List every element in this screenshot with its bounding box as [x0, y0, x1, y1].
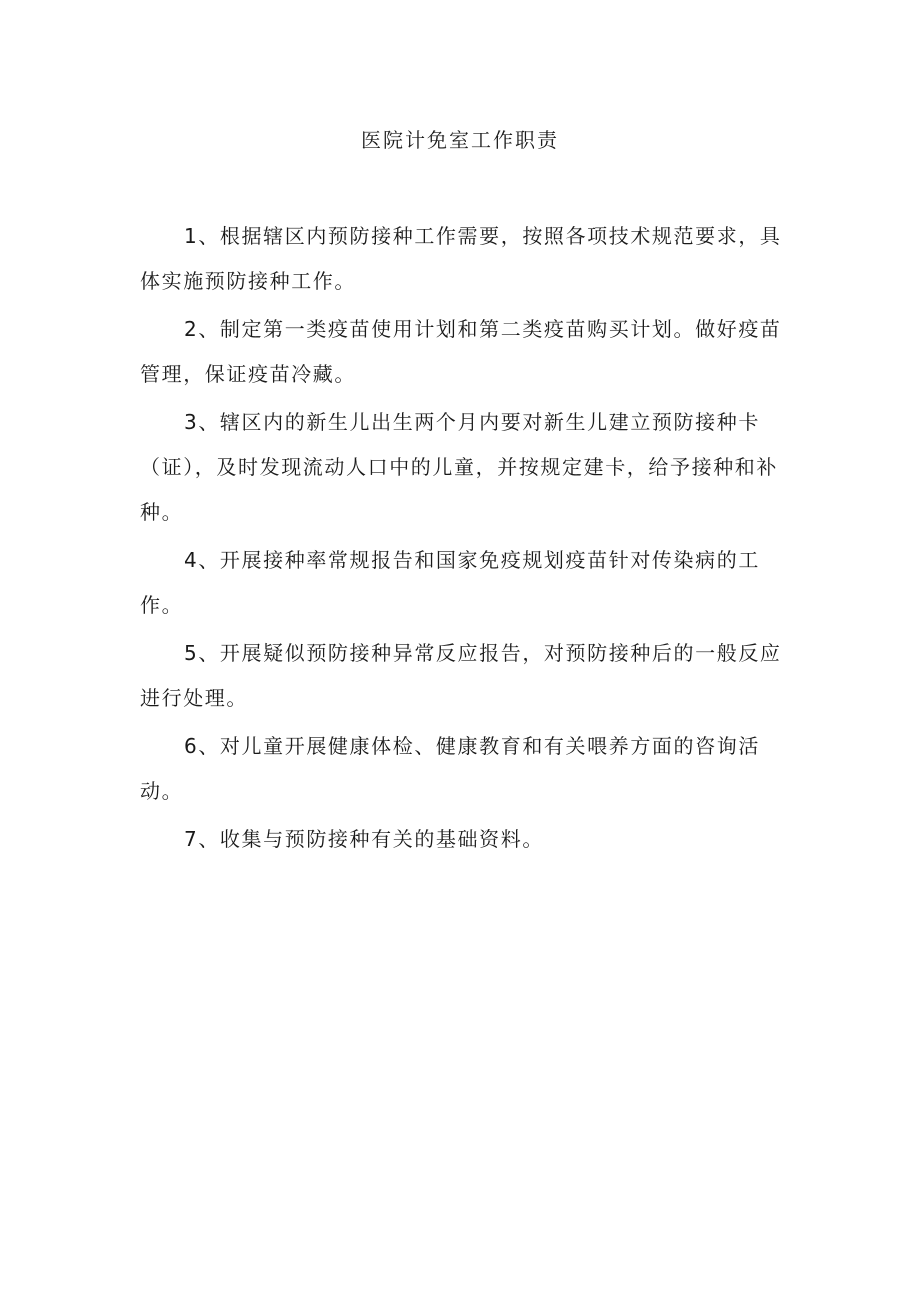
document-title: 医院计免室工作职责	[361, 128, 559, 152]
duty-item-2: 2、制定第一类疫苗使用计划和第二类疫苗购买计划。做好疫苗管理，保证疫苗冷藏。	[140, 317, 782, 386]
duty-item-1: 1、根据辖区内预防接种工作需要，按照各项技术规范要求，具体实施预防接种工作。	[140, 224, 782, 293]
duty-item-6: 6、对儿童开展健康体检、健康教育和有关喂养方面的咨询活动。	[140, 734, 760, 803]
duty-item-7: 7、收集与预防接种有关的基础资料。	[184, 827, 544, 851]
duty-item-3: 3、辖区内的新生儿出生两个月内要对新生儿建立预防接种卡（证），及时发现流动人口中的儿童，并按规定建卡，给予接种和补种。	[140, 410, 778, 524]
document-body	[140, 214, 800, 865]
duty-item-4: 4、开展接种率常规报告和国家免疫规划疫苗针对传染病的工作。	[140, 548, 760, 617]
duty-item-5: 5、开展疑似预防接种异常反应报告，对预防接种后的一般反应进行处理。	[140, 641, 782, 710]
